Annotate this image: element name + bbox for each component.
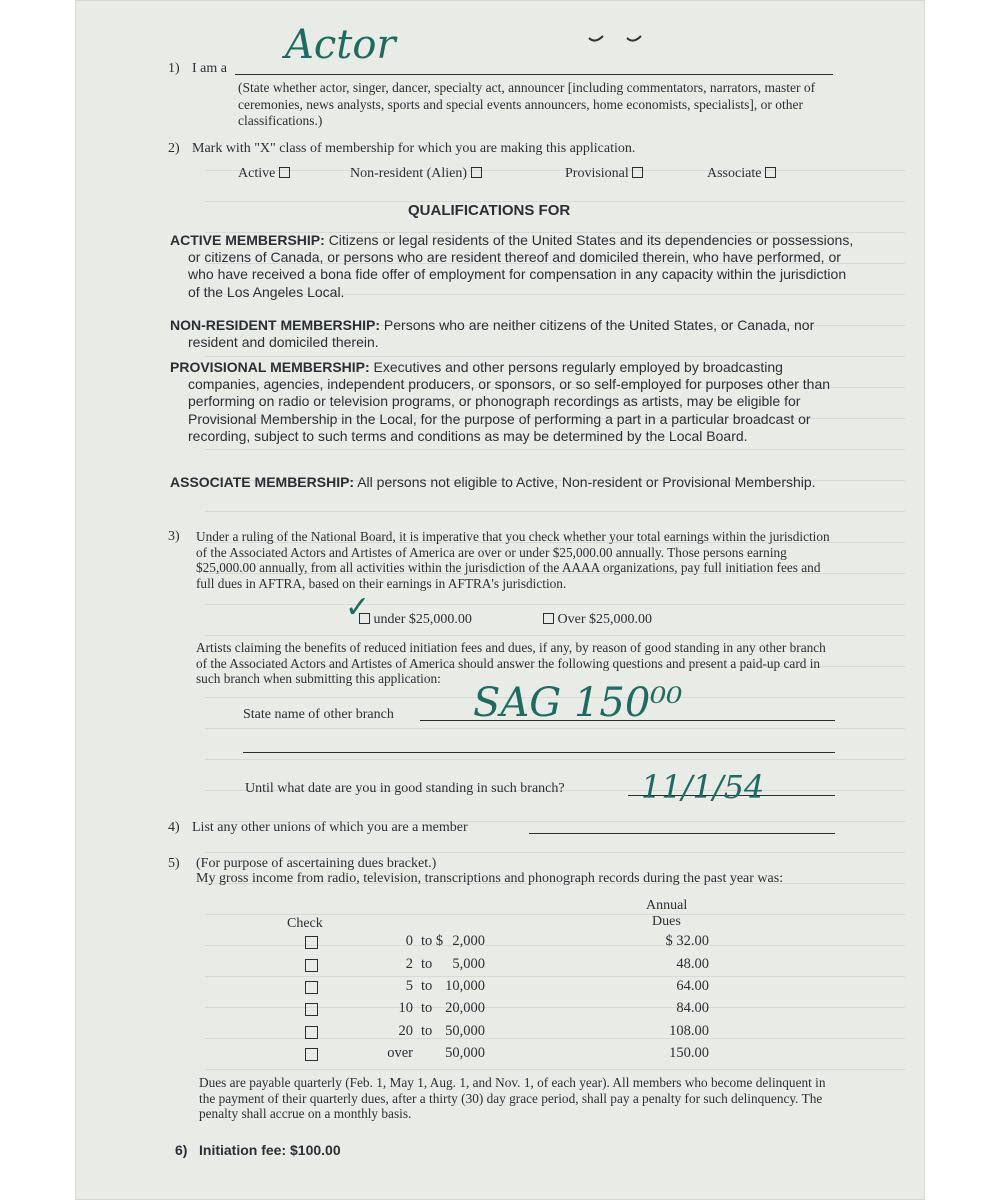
associate-membership-text: All persons not eligible to Active, Non-resident or Provisional Membership.	[357, 474, 816, 490]
income-from-4: 10	[398, 1000, 413, 1016]
q3-artists-text: Artists claiming the benefits of reduced initiation fees and dues, if any, by reason of good standing in any other branch of the Associated Actors and Artistes of America should answer the following questions and present a paid-up card in such branch when submitting this application:	[196, 640, 826, 686]
q2-option-nonresident-label: Non-resident (Alien)	[350, 166, 468, 181]
other-branch-handwriting[interactable]: SAG 150⁰⁰	[473, 680, 683, 726]
q6-text: Initiation fee: $100.00	[199, 1142, 341, 1158]
other-branch-line-2	[243, 752, 835, 753]
q3-text: Under a ruling of the National Board, it is imperative that you check whether your total earnings within the jurisdiction of the Associated Actors and Artistes of America are over or under $25,000.00 annually. Those persons earning $25,000.00 annually, from all activities within the jurisdiction of the AAAA organizations, pay full initiation fees and full dues in AFTRA, based on their earnings in AFTRA's jurisdiction.	[196, 529, 830, 591]
check-column-header: Check	[287, 916, 323, 931]
income-from-5: 20	[398, 1023, 413, 1039]
checkbox-associate[interactable]	[765, 167, 776, 178]
income-from-2: 2	[405, 956, 413, 972]
income-checkbox-5[interactable]	[305, 1026, 318, 1039]
nonresident-membership-block	[170, 317, 854, 351]
q2-option-provisional[interactable]	[565, 166, 643, 183]
q1-answer-line	[235, 74, 833, 75]
q5-text2: My gross income from radio, television, transcriptions and phonograph records during the past year was:	[196, 871, 784, 886]
income-checkbox-3[interactable]	[305, 981, 318, 994]
q2-option-provisional-label: Provisional	[565, 166, 629, 181]
income-sep-5: to	[421, 1023, 433, 1039]
income-from-1: 0	[405, 933, 413, 949]
income-sep-1: to $	[421, 933, 444, 949]
q1-hint: (State whether actor, singer, dancer, specialty act, announcer [including commentators, narrators, master of ceremonies, news analysts, sports and special events announcers, home economists, specialists], or other classifications.)	[238, 80, 816, 128]
income-to-4: 20,000	[445, 1000, 485, 1016]
q2-text: Mark with "X" class of membership for which you are making this application.	[192, 141, 636, 156]
nonresident-membership-text: Persons who are neither citizens of the United States, or Canada, nor resident and domiciled therein.	[188, 317, 815, 351]
income-dues-6: 150.00	[669, 1045, 709, 1061]
income-dues-2: 48.00	[676, 956, 709, 972]
income-dues-5: 108.00	[669, 1023, 709, 1039]
q4-answer-line	[529, 833, 835, 834]
nonresident-membership-label: NON-RESIDENT MEMBERSHIP:	[170, 317, 381, 333]
provisional-membership-label: PROVISIONAL MEMBERSHIP:	[170, 359, 370, 375]
other-branch-label: State name of other branch	[243, 707, 394, 722]
q3-number: 3)	[168, 529, 180, 544]
pen-mark-icon	[587, 32, 647, 48]
active-membership-text: Citizens or legal residents of the United States and its dependencies or possessions, or citizens of Canada, or persons who are resident thereof and domiciled therein, who have performed, or who have received a bona fide offer of employment for compensation in any capacity within the jurisdiction of the Los Angeles Local.	[188, 232, 854, 300]
dues-column-header-1: Annual	[646, 898, 688, 913]
dues-payable-text: Dues are payable quarterly (Feb. 1, May 1, Aug. 1, and Nov. 1, of each year). All members who become delinquent in the payment of their quarterly dues, after a thirty (30) day grace period, shall pay a penalty for such delinquency. The penalty shall accrue on a monthly basis.	[199, 1075, 826, 1121]
income-to-1: 2,000	[452, 933, 485, 949]
dues-column-header-2: Dues	[652, 914, 681, 929]
income-dues-3: 64.00	[676, 978, 709, 994]
provisional-membership-text: Executives and other persons regularly employed by broadcasting companies, agencies, independent producers, or sponsors, or so self-employed for purposes other than performing on radio or television programs, or phonograph recordings as artists, may be eligible for Provisional Membership in the Local, for the purpose of performing a part in a particular broadcast or recording, subject to such terms and conditions as may be determined by the Local Board.	[188, 359, 831, 444]
application-form-page	[75, 0, 925, 1200]
q2-option-active-label: Active	[238, 166, 276, 181]
q2-option-active[interactable]	[238, 166, 290, 183]
good-standing-label: Until what date are you in good standing in such branch?	[245, 781, 565, 796]
associate-membership-block	[170, 474, 854, 491]
checkbox-active[interactable]	[279, 167, 290, 178]
q5-text1: (For purpose of ascertaining dues bracket.)	[196, 856, 437, 871]
income-to-5: 50,000	[445, 1023, 485, 1039]
income-from-6: over	[387, 1045, 413, 1061]
good-standing-handwriting[interactable]: 11/1/54	[641, 768, 765, 806]
q3-under-checkmark: ✓	[345, 590, 371, 625]
income-to-2: 5,000	[452, 956, 485, 972]
income-to-3: 10,000	[445, 978, 485, 994]
income-sep-4: to	[421, 1000, 433, 1016]
q2-option-associate-label: Associate	[707, 166, 762, 181]
income-sep-2: to	[421, 956, 433, 972]
income-sep-3: to	[421, 978, 433, 994]
q6-number: 6)	[175, 1142, 188, 1158]
provisional-membership-block	[170, 359, 854, 445]
q3-under-label: under $25,000.00	[373, 612, 472, 627]
q3-option-over[interactable]	[543, 612, 652, 629]
income-to-6: 50,000	[445, 1045, 485, 1061]
q4-text: List any other unions of which you are a member	[192, 820, 468, 835]
income-checkbox-4[interactable]	[305, 1003, 318, 1016]
qualifications-heading: QUALIFICATIONS FOR	[408, 202, 571, 219]
q2-number: 2)	[168, 141, 180, 156]
associate-membership-label: ASSOCIATE MEMBERSHIP:	[170, 474, 355, 490]
income-dues-4: 84.00	[676, 1000, 709, 1016]
q5-number: 5)	[168, 856, 180, 871]
income-dues-1: $ 32.00	[665, 933, 709, 949]
income-checkbox-2[interactable]	[305, 959, 318, 972]
checkbox-provisional[interactable]	[632, 167, 643, 178]
q2-option-associate[interactable]	[707, 166, 776, 183]
checkbox-under-25000[interactable]	[359, 613, 370, 624]
active-membership-block	[170, 232, 854, 301]
q1-lead: I am a	[192, 61, 227, 76]
q4-number: 4)	[168, 820, 180, 835]
q1-answer-handwriting[interactable]: Actor	[285, 22, 396, 68]
checkbox-nonresident[interactable]	[471, 167, 482, 178]
checkbox-over-25000[interactable]	[543, 613, 554, 624]
income-from-3: 5	[405, 978, 413, 994]
q3-over-label: Over $25,000.00	[557, 612, 652, 627]
q3-option-under[interactable]	[359, 612, 472, 629]
q1-number: 1)	[168, 61, 180, 76]
active-membership-label: ACTIVE MEMBERSHIP:	[170, 232, 325, 248]
income-checkbox-1[interactable]	[305, 936, 318, 949]
income-checkbox-6[interactable]	[305, 1048, 318, 1061]
q2-option-nonresident[interactable]	[350, 166, 482, 183]
